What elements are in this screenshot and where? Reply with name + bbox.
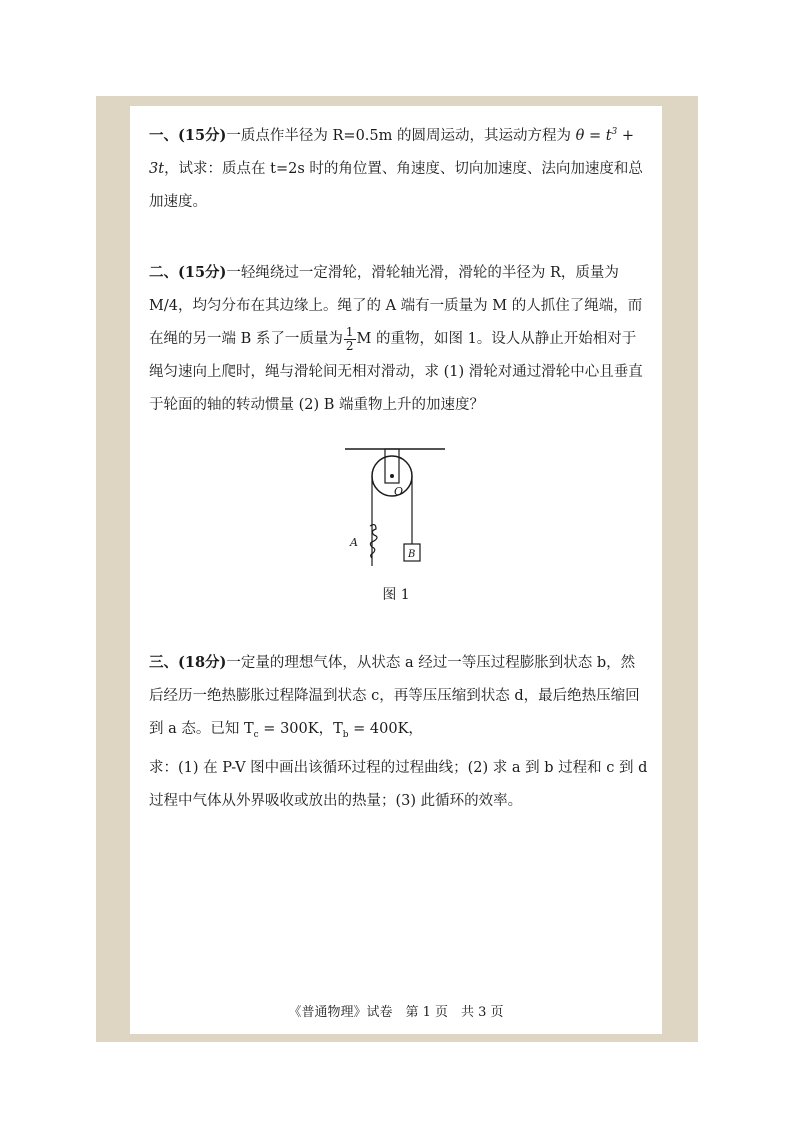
question-2-text-a: 一轻绳绕过一定滑轮，滑轮轴光滑，滑轮的半径为 R，质量为 M/4，均匀分布在其边缘上。绳了的 A 端有一质量为 M 的人抓住了绳端，而在绳的另一端 B 系了一质量为 <box>149 265 643 347</box>
fraction-denominator: 2 <box>345 338 354 353</box>
fraction-numerator: 1 <box>345 324 354 339</box>
eq-rest: + 3t <box>149 127 635 177</box>
question-3 <box>149 646 649 818</box>
eq-theta: θ = t <box>575 127 612 144</box>
question-1-text-b: ，试求：质点在 t=2s 时的角位置、角速度、切向加速度、法向加速度和总加速度。 <box>149 160 643 210</box>
subscript-c: c <box>253 729 259 740</box>
question-3-text-a: 一定量的理想气体，从状态 a 经过一等压过程膨胀到状态 b，然后经历一绝热膨胀过程降温到状态 c，再等压压缩到状态 d，最后绝热压缩回到 a 态。已知 T <box>149 655 640 737</box>
fraction-one-half <box>344 326 356 353</box>
label-b: B <box>408 549 416 560</box>
figure-caption: 图 1 <box>382 587 410 603</box>
label-a: A <box>350 536 358 549</box>
subscript-b: b <box>342 729 349 740</box>
question-2-heading: 二、(15分) <box>149 264 227 281</box>
eq-exponent: 3 <box>611 127 618 137</box>
question-1-text-a: 一质点作半径为 R=0.5m 的圆周运动，其运动方程为 <box>226 127 576 144</box>
pulley-axle <box>390 474 394 478</box>
question-3-text-end: = 400K， <box>348 721 423 737</box>
question-1 <box>149 116 649 219</box>
question-2 <box>149 256 649 422</box>
question-3-heading: 三、(18分) <box>149 654 227 671</box>
page-footer: 《普通物理》试卷 第 1 页 共 3 页 <box>288 1005 504 1020</box>
label-o: O <box>394 485 404 498</box>
exam-sheet <box>130 106 662 1034</box>
question-3-text-mid: = 300K，T <box>258 721 343 737</box>
question-1-heading: 一、(15分) <box>149 126 227 144</box>
question-3-text-b: 求：(1) 在 P-V 图中画出该循环过程的过程曲线；(2) 求 a 到 b 过程和 c 到 d 过程中气体从外界吸收或放出的热量；(3) 此循环的效率。 <box>149 759 648 809</box>
person-a <box>370 525 377 558</box>
page-frame <box>96 96 698 1042</box>
question-2-text-b: M 的重物，如图 1。设人从静止开始相对于绳匀速向上爬时，绳与滑轮间无相对滑动，求 (1) 滑轮对通过滑轮中心且垂直于轮面的轴的转动惯量 (2) B 端重物上升的加速度？ <box>149 331 643 413</box>
pulley-diagram <box>340 441 460 576</box>
